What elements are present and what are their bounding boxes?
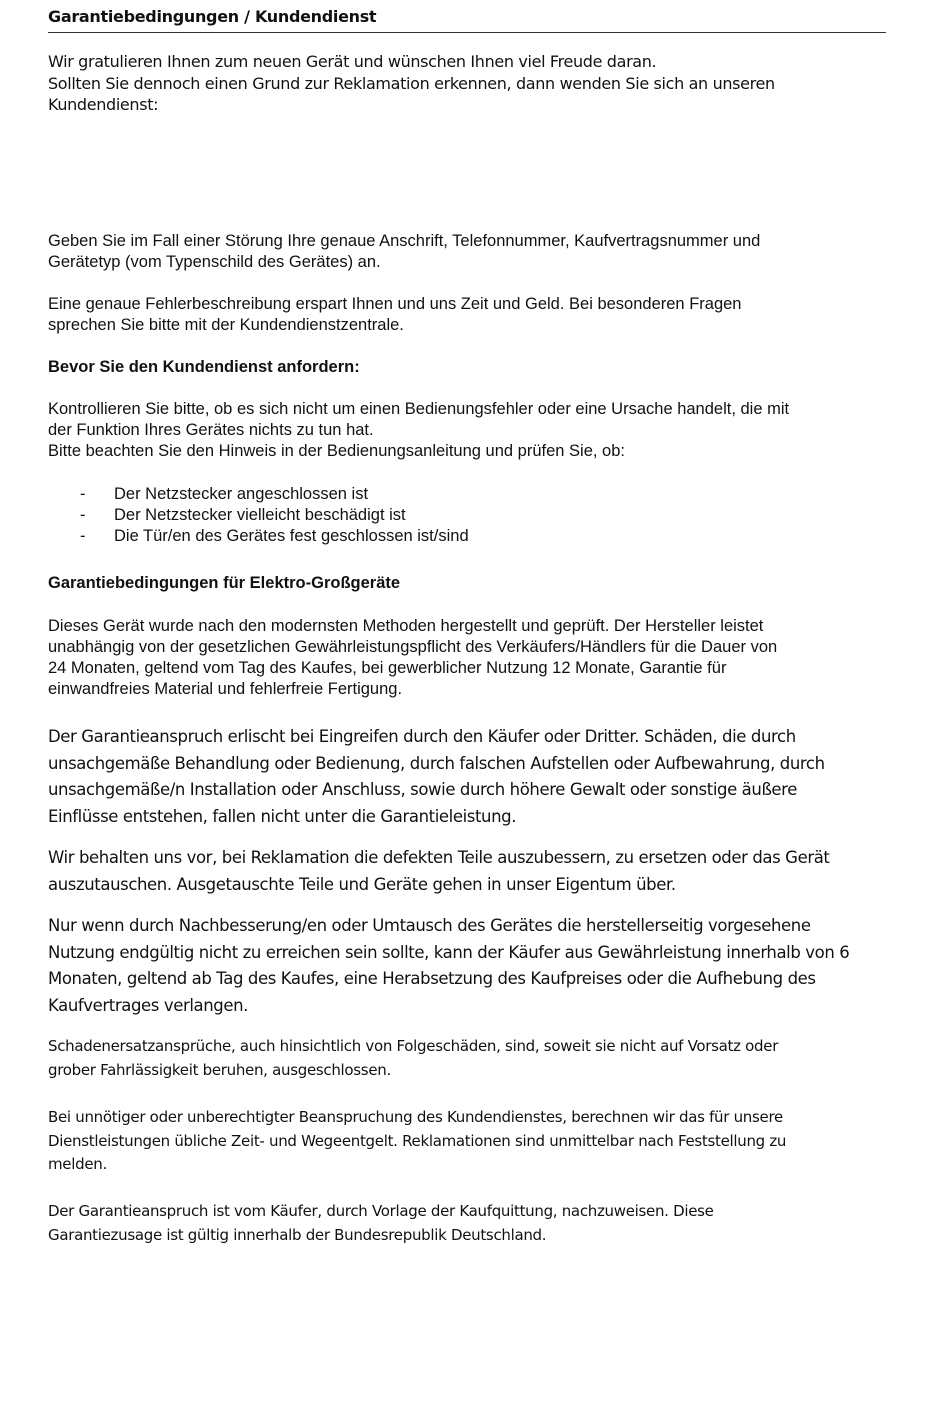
text-line: Der Garantieanspruch ist vom Käufer, durch Vorlage der Kaufquittung, nachzuweisen. Diese <box>48 1202 714 1220</box>
warranty-paragraph-4 <box>48 913 888 1019</box>
text-line: Gerätetyp (vom Typenschild des Gerätes) an. <box>48 253 381 271</box>
checklist-item <box>80 484 780 505</box>
warranty-heading: Garantiebedingungen für Elektro-Großgeräte <box>48 574 401 592</box>
description-hint-paragraph <box>48 294 888 336</box>
before-service-heading: Bevor Sie den Kundendienst anfordern: <box>48 358 360 376</box>
dash-bullet: - <box>80 527 86 545</box>
text-line: unsachgemäße Behandlung oder Bedienung, durch falschen Aufstellen oder Aufbewahrung, durch <box>48 753 825 773</box>
text-line: Dienstleistungen übliche Zeit- und Wegeentgelt. Reklamationen sind unmittelbar nach Feststellung zu <box>48 1131 787 1150</box>
warranty-paragraph-1 <box>48 616 888 700</box>
text-line: auszutauschen. Ausgetauschte Teile und Geräte gehen in unser Eigentum über. <box>48 874 676 894</box>
text-line: melden. <box>48 1155 107 1173</box>
checklist <box>80 484 780 547</box>
warranty-paragraph-6 <box>48 1106 888 1177</box>
text-line: Wir behalten uns vor, bei Reklamation die defekten Teile auszubessern, zu ersetzen oder das Gerät <box>48 848 830 867</box>
intro-paragraph <box>48 51 888 116</box>
text-line: sprechen Sie bitte mit der Kundendienstzentrale. <box>48 316 404 334</box>
text-line: Eine genaue Fehlerbeschreibung erspart Ihnen und uns Zeit und Geld. Bei besonderen Fragen <box>48 295 742 313</box>
text-line: Bitte beachten Sie den Hinweis in der Bedienungsanleitung und prüfen Sie, ob: <box>48 442 625 460</box>
page-header <box>48 6 886 33</box>
text-line: Nur wenn durch Nachbesserung/en oder Umtausch des Gerätes die herstellerseitig vorgesehene <box>48 916 811 935</box>
text-line: einwandfreies Material und fehlerfreie Fertigung. <box>48 680 403 698</box>
warranty-paragraph-3 <box>48 845 888 898</box>
before-service-paragraph <box>48 399 888 462</box>
dash-bullet: - <box>80 506 86 524</box>
text-line: Schadenersatzansprüche, auch hinsichtlich von Folgeschäden, sind, soweit sie nicht auf Vorsatz oder <box>48 1037 779 1055</box>
warranty-paragraph-5 <box>48 1035 888 1082</box>
text-line: Kontrollieren Sie bitte, ob es sich nicht um einen Bedienungsfehler oder eine Ursache handelt, die mit <box>48 400 790 418</box>
text-line: Sollten Sie dennoch einen Grund zur Reklamation erkennen, dann wenden Sie sich an unseren <box>48 73 775 93</box>
text-line: unsachgemäße/n Installation oder Anschluss, sowie durch höhere Gewalt oder sonstige äußere <box>48 780 797 799</box>
dash-bullet: - <box>80 485 86 503</box>
fault-info-paragraph <box>48 231 888 273</box>
text-line: der Funktion Ihres Gerätes nichts zu tun hat. <box>48 421 374 439</box>
text-line: unabhängig von der gesetzlichen Gewährleistungspflicht des Verkäufers/Händlers für die Dauer von <box>48 638 778 656</box>
text-line: Dieses Gerät wurde nach den modernsten Methoden hergestellt und geprüft. Der Hersteller leistet <box>48 617 764 635</box>
text-line: Monaten, geltend ab Tag des Kaufes, eine Herabsetzung des Kaufpreises oder die Aufhebung des <box>48 969 816 988</box>
text-line: Garantiezusage ist gültig innerhalb der Bundesrepublik Deutschland. <box>48 1225 547 1244</box>
warranty-paragraph-2 <box>48 724 888 830</box>
text-line: Kaufvertrages verlangen. <box>48 995 249 1015</box>
text-line: grober Fahrlässigkeit beruhen, ausgeschlossen. <box>48 1060 391 1079</box>
text-line: Geben Sie im Fall einer Störung Ihre genaue Anschrift, Telefonnummer, Kaufvertragsnummer und <box>48 232 761 250</box>
text-line: Kundendienst: <box>48 95 159 114</box>
checklist-item <box>80 526 780 547</box>
text-line: Nutzung endgültig nicht zu erreichen sein sollte, kann der Käufer aus Gewährleistung innerhalb von 6 <box>48 942 850 962</box>
checklist-item-text: Der Netzstecker angeschlossen ist <box>114 485 369 503</box>
text-line: Der Garantieanspruch erlischt bei Eingreifen durch den Käufer oder Dritter. Schäden, die durch <box>48 727 796 746</box>
checklist-item-text: Die Tür/en des Gerätes fest geschlossen ist/sind <box>114 527 469 545</box>
page-title: Garantiebedingungen / Kundendienst <box>48 7 377 26</box>
text-line: Bei unnötiger oder unberechtigter Beanspruchung des Kundendienstes, berechnen wir das für unsere <box>48 1108 783 1126</box>
text-line: Wir gratulieren Ihnen zum neuen Gerät und wünschen Ihnen viel Freude daran. <box>48 52 657 71</box>
text-line: 24 Monaten, geltend vom Tag des Kaufes, bei gewerblicher Nutzung 12 Monate, Garantie für <box>48 659 727 677</box>
checklist-item-text: Der Netzstecker vielleicht beschädigt ist <box>114 506 406 524</box>
checklist-item <box>80 505 780 526</box>
warranty-paragraph-7 <box>48 1200 888 1247</box>
text-line: Einflüsse entstehen, fallen nicht unter die Garantieleistung. <box>48 806 517 826</box>
